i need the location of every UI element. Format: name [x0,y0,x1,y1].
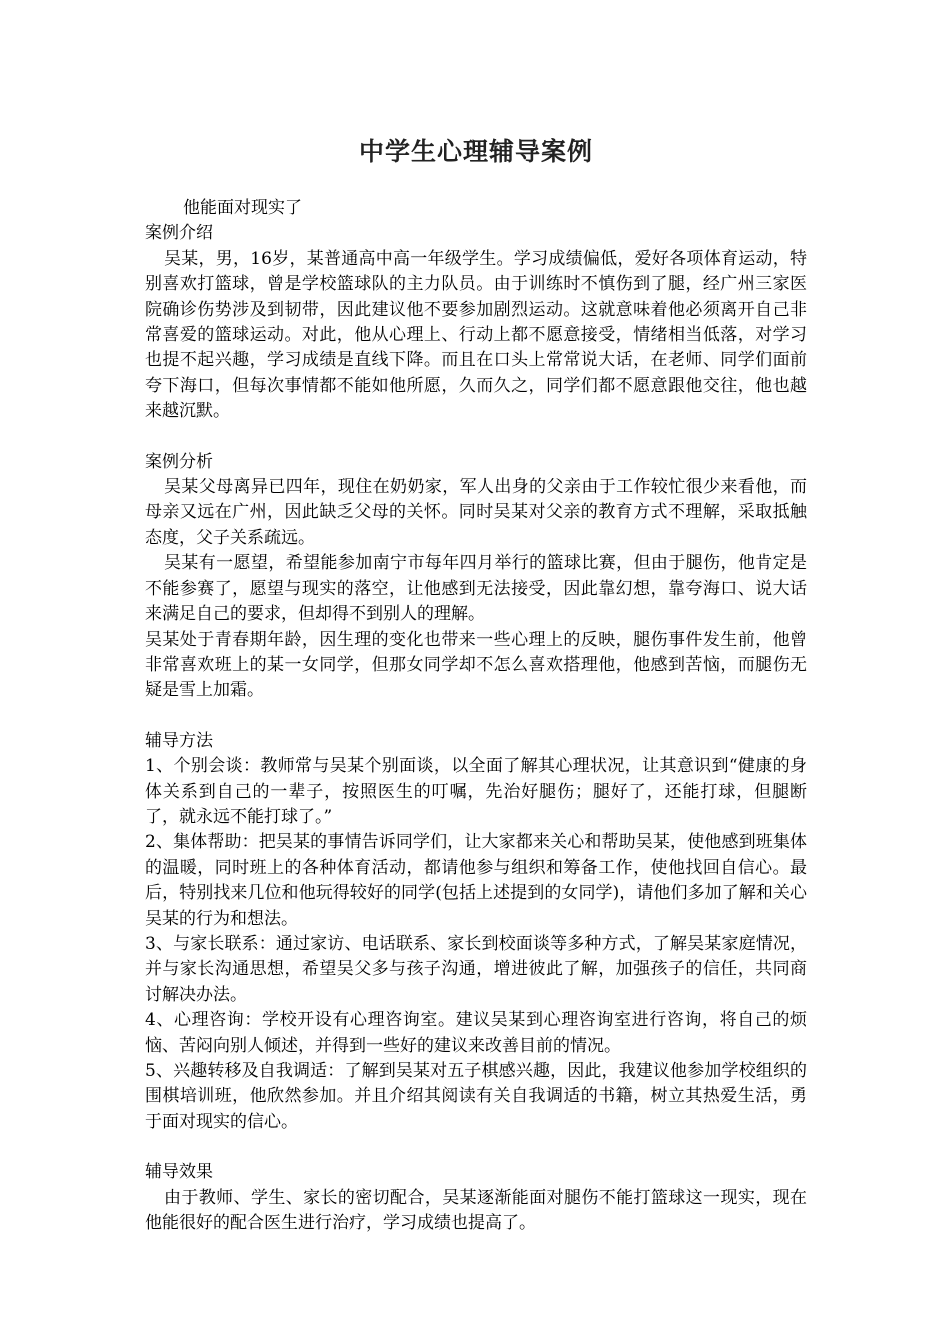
section-heading-analysis: 案例分析 [145,451,213,472]
document-title: 中学生心理辅导案例 [358,137,593,166]
document-subtitle: 他能面对现实了 [183,198,302,218]
method-item-3: 3、与家长联系：通过家访、电话联系、家长到校面谈等多种方式，了解吴某家庭情况，并与家长沟通思想，希望吴父多与孩子沟通，增进彼此了解，加强孩子的信任，共同商讨解决办法。 [145,933,807,1005]
spacer [145,425,807,450]
effect-paragraph: 由于教师、学生、家长的密切配合，吴某逐渐能面对腿伤不能打篮球这一现实，现在他能很好的配合医生进行治疗，学习成绩也提高了。 [145,1187,807,1234]
analysis-paragraph-1: 吴某父母离异已四年，现住在奶奶家，军人出身的父亲由于工作较忙很少来看他，而母亲又远在广州，因此缺乏父母的关怀。同时吴某对父亲的教育方式不理解，采取抵触态度，父子关系疏远。 [145,477,807,548]
method-item-2: 2、集体帮助：把吴某的事情告诉同学们，让大家都来关心和帮助吴某，使他感到班集体的温暖，同时班上的各种体育活动，都请他参与组织和筹备工作，使他找回自信心。最后，特别找来几位和他玩得较好的同学(包括上述提到的女同学)，请他们多加了解和关心吴某的行为和想法。 [145,832,807,929]
method-item-5: 5、兴趣转移及自我调适：了解到吴某对五子棋感兴趣，因此，我建议他参加学校组织的围棋培训班，他欣然参加。并且介绍其阅读有关自我调适的书籍，树立其热爱生活，勇于面对现实的信心。 [145,1061,807,1132]
document-page [145,120,807,1236]
method-item-4: 4、心理咨询：学校开设有心理咨询室。建议吴某到心理咨询室进行咨询，将自己的烦恼、苦闷向别人倾述，并得到一些好的建议来改善目前的情况。 [145,1010,807,1056]
section-heading-methods: 辅导方法 [145,730,213,751]
section-heading-intro: 案例介绍 [145,223,213,244]
analysis-paragraph-3: 吴某处于青春期年龄，因生理的变化也带来一些心理上的反映，腿伤事件发生前，他曾非常喜欢班上的某一女同学，但那女同学却不怎么喜欢搭理他，他感到苦恼，而腿伤无疑是雪上加霜。 [145,629,807,701]
method-item-1: 1、个别会谈：教师常与吴某个别面谈，以全面了解其心理状况，让其意识到“健康的身体关系到自己的一辈子，按照医生的叮嘱，先治好腿伤；腿好了，还能打球，但腿断了，就永远不能打球了。” [145,756,807,827]
section-heading-effect: 辅导效果 [145,1162,213,1183]
spacer [145,704,807,729]
analysis-paragraph-2: 吴某有一愿望，希望能参加南宁市每年四月举行的篮球比赛，但由于腿伤，他肯定是不能参赛了，愿望与现实的落空，让他感到无法接受，因此靠幻想，靠夸海口、说大话来满足自己的要求，但却得不到别人的理解。 [145,553,807,625]
intro-paragraph: 吴某，男，16岁，某普通高中高一年级学生。学习成绩偏低，爱好各项体育运动，特别喜欢打篮球，曾是学校篮球队的主力队员。由于训练时不慎伤到了腿，经广州三家医院确诊伤势涉及到韧带，因此建议他不要参加剧烈运动。这就意味着他必须离开自己非常喜爱的篮球运动。对此，他从心理上、行动上都不愿意接受，情绪相当低落，对学习也提不起兴趣，学习成绩是直线下降。而且在口头上常常说大话，在老师、同学们面前夸下海口，但每次事情都不能如他所愿，久而久之，同学们都不愿意跟他交往，他也越来越沉默。 [145,248,807,422]
spacer [145,1135,807,1160]
